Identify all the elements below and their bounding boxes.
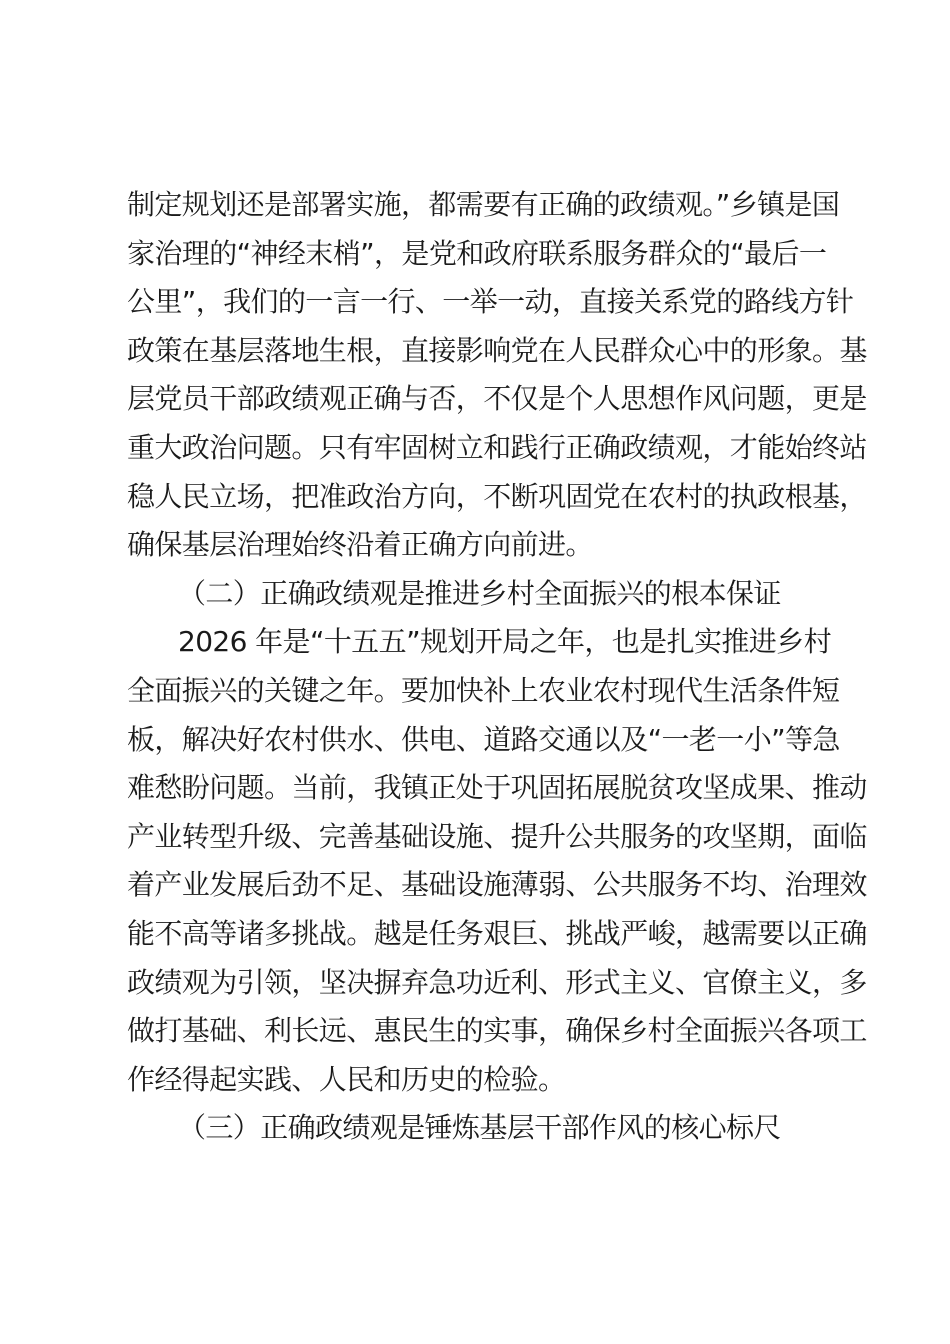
- paragraph-line: 全面振兴的关键之年。要加快补上农业农村现代生活条件短: [127, 673, 840, 707]
- paragraph-line: 政策在基层落地生根，直接影响党在人民群众心中的形象。基: [127, 333, 867, 367]
- paragraph-line: 政绩观为引领，坚决摒弃急功近利、形式主义、官僚主义，多: [127, 965, 867, 999]
- paragraph-line: 家治理的“神经末梢”，是党和政府联系服务群众的“最后一: [127, 236, 827, 270]
- paragraph-line: 重大政治问题。只有牢固树立和践行正确政绩观，才能始终站: [127, 430, 867, 464]
- paragraph-line: 板，解决好农村供水、供电、道路交通以及“一老一小”等急: [127, 722, 840, 756]
- paragraph-line: 层党员干部政绩观正确与否，不仅是个人思想作风问题，更是: [127, 382, 867, 416]
- paragraph-line: 产业转型升级、完善基础设施、提升公共服务的攻坚期，面临: [127, 819, 867, 853]
- paragraph-line: 制定规划还是部署实施，都需要有正确的政绩观。”乡镇是国: [127, 188, 840, 221]
- section-heading-3: （三）正确政绩观是锤炼基层干部作风的核心标尺: [178, 1111, 781, 1145]
- document-body: [127, 181, 867, 1153]
- paragraph-line: 公里”，我们的一言一行、一举一动，直接关系党的路线方针: [127, 285, 854, 319]
- paragraph-line: 着产业发展后劲不足、基础设施薄弱、公共服务不均、治理效: [127, 868, 867, 902]
- paragraph-line: 稳人民立场，把准政治方向，不断巩固党在农村的执政根基，: [127, 479, 867, 513]
- paragraph-line: 做打基础、利长远、惠民生的实事，确保乡村全面振兴各项工: [127, 1014, 867, 1048]
- paragraph-line: 确保基层治理始终沿着正确方向前进。: [127, 528, 593, 562]
- paragraph-line: 作经得起实践、人民和历史的检验。: [127, 1062, 566, 1096]
- section-heading-2: （二）正确政绩观是推进乡村全面振兴的根本保证: [178, 576, 781, 610]
- paragraph-line: 难愁盼问题。当前，我镇正处于巩固拓展脱贫攻坚成果、推动: [127, 771, 867, 805]
- paragraph-first-line: 2026 年是“十五五”规划开局之年，也是扎实推进乡村: [178, 625, 831, 659]
- paragraph-line: 能不高等诸多挑战。越是任务艰巨、挑战严峻，越需要以正确: [127, 916, 867, 950]
